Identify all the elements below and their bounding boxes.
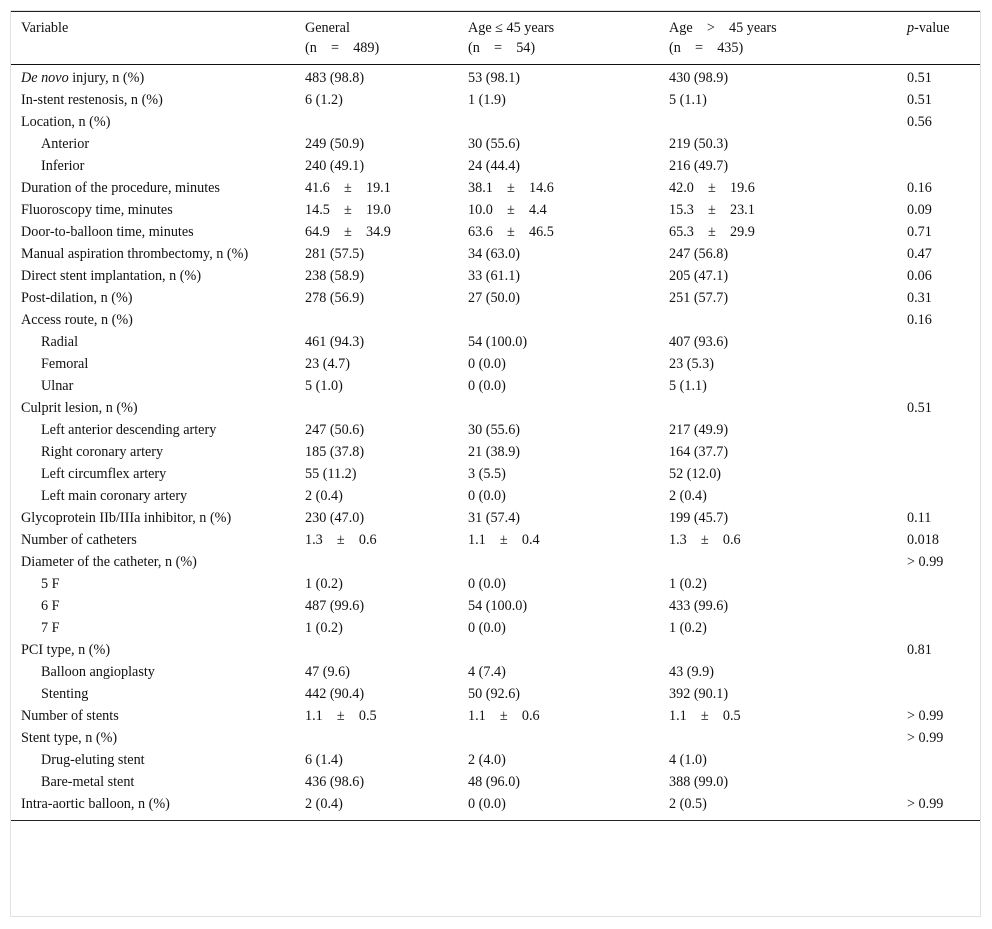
table-row <box>11 133 980 155</box>
header-variable: Variable <box>21 20 69 36</box>
cell-age-young: 63.6 ± 46.5 <box>468 224 554 240</box>
row-label: Fluoroscopy time, minutes <box>21 202 173 218</box>
cell-general: 240 (49.1) <box>305 158 365 174</box>
table-body <box>11 65 980 821</box>
cell-age-old <box>659 639 897 661</box>
cell-age-young: 30 (55.6) <box>468 136 521 152</box>
cell-p-value <box>897 441 980 463</box>
cell-general: 55 (11.2) <box>305 466 357 482</box>
row-label: 6 F <box>41 598 60 614</box>
cell-age-old: 1 (0.2) <box>669 576 707 592</box>
row-label: Left main coronary artery <box>41 488 188 504</box>
cell-p-value: 0.018 <box>907 532 939 548</box>
cell-age-old: 388 (99.0) <box>669 774 729 790</box>
cell-general: 487 (99.6) <box>305 598 365 614</box>
table-row <box>11 485 980 507</box>
cell-age-old: 2 (0.5) <box>669 796 707 812</box>
cell-p-value <box>897 331 980 353</box>
cell-age-young: 54 (100.0) <box>468 598 528 614</box>
cell-age-young <box>458 397 659 419</box>
cell-age-old: 392 (90.1) <box>669 686 729 702</box>
cell-age-young <box>458 551 659 573</box>
table-row <box>11 353 980 375</box>
cell-general <box>295 551 458 573</box>
cell-age-young: 48 (96.0) <box>468 774 521 790</box>
cell-age-young: 3 (5.5) <box>468 466 506 482</box>
cell-general: 461 (94.3) <box>305 334 365 350</box>
cell-p-value <box>897 155 980 177</box>
cell-p-value: > 0.99 <box>907 730 944 746</box>
row-label: Culprit lesion, n (%) <box>21 400 138 416</box>
table-row <box>11 595 980 617</box>
cell-age-old: 5 (1.1) <box>669 92 707 108</box>
cell-age-young: 0 (0.0) <box>468 488 506 504</box>
header-general: General (n = 489) <box>305 20 380 56</box>
row-label: Stenting <box>41 686 89 702</box>
table-row <box>11 111 980 133</box>
cell-age-young: 21 (38.9) <box>468 444 521 460</box>
table-row <box>11 463 980 485</box>
row-label: Left circumflex artery <box>41 466 167 482</box>
row-label: Stent type, n (%) <box>21 730 118 746</box>
table-row <box>11 639 980 661</box>
cell-general: 249 (50.9) <box>305 136 365 152</box>
cell-age-young <box>458 309 659 331</box>
cell-general <box>295 727 458 749</box>
cell-age-young: 33 (61.1) <box>468 268 521 284</box>
cell-general: 41.6 ± 19.1 <box>305 180 391 196</box>
cell-age-old <box>659 397 897 419</box>
cell-age-old: 433 (99.6) <box>669 598 729 614</box>
cell-age-young: 4 (7.4) <box>468 664 506 680</box>
row-label: Right coronary artery <box>41 444 164 460</box>
table-row <box>11 375 980 397</box>
cell-p-value: 0.16 <box>907 312 932 328</box>
table-row <box>11 265 980 287</box>
cell-general: 278 (56.9) <box>305 290 365 306</box>
cell-p-value: > 0.99 <box>907 796 944 812</box>
row-label: Number of stents <box>21 708 119 724</box>
cell-age-young: 0 (0.0) <box>468 356 506 372</box>
cell-general: 281 (57.5) <box>305 246 365 262</box>
cell-p-value <box>897 463 980 485</box>
cell-age-old: 430 (98.9) <box>669 70 729 86</box>
cell-age-old: 65.3 ± 29.9 <box>669 224 755 240</box>
table-header <box>11 12 980 65</box>
cell-age-old <box>659 309 897 331</box>
cell-p-value <box>897 771 980 793</box>
row-label: Post-dilation, n (%) <box>21 290 133 306</box>
row-label: Balloon angioplasty <box>41 664 155 680</box>
cell-p-value: 0.51 <box>907 70 932 86</box>
table-row <box>11 661 980 683</box>
cell-general: 64.9 ± 34.9 <box>305 224 391 240</box>
row-label: Inferior <box>41 158 85 174</box>
table-row <box>11 617 980 639</box>
table-row <box>11 683 980 705</box>
cell-general: 1 (0.2) <box>305 620 343 636</box>
cell-age-old: 199 (45.7) <box>669 510 729 526</box>
cell-p-value: > 0.99 <box>907 554 944 570</box>
cell-general <box>295 111 458 133</box>
cell-p-value: 0.09 <box>907 202 932 218</box>
cell-age-young: 1.1 ± 0.6 <box>468 708 540 724</box>
row-label: Direct stent implantation, n (%) <box>21 268 202 284</box>
cell-p-value <box>897 353 980 375</box>
cell-age-old: 2 (0.4) <box>669 488 707 504</box>
cell-age-old: 42.0 ± 19.6 <box>669 180 755 196</box>
row-label: Radial <box>41 334 79 350</box>
cell-general <box>295 309 458 331</box>
cell-age-young: 27 (50.0) <box>468 290 521 306</box>
cell-general: 47 (9.6) <box>305 664 350 680</box>
row-label: Duration of the procedure, minutes <box>21 180 220 196</box>
cell-age-old: 251 (57.7) <box>669 290 729 306</box>
cell-general <box>295 639 458 661</box>
row-label: Femoral <box>41 356 89 372</box>
cell-p-value <box>897 617 980 639</box>
cell-general: 2 (0.4) <box>305 488 343 504</box>
cell-age-old: 43 (9.9) <box>669 664 714 680</box>
row-label: De novo injury, n (%) <box>21 70 145 86</box>
row-label: Drug-eluting stent <box>41 752 145 768</box>
cell-p-value <box>897 419 980 441</box>
cell-age-old: 1.3 ± 0.6 <box>669 532 741 548</box>
cell-general: 1.1 ± 0.5 <box>305 708 377 724</box>
cell-p-value <box>897 595 980 617</box>
header-age-old: Age > 45 years (n = 435) <box>669 20 777 56</box>
row-label: PCI type, n (%) <box>21 642 111 658</box>
table-row <box>11 155 980 177</box>
cell-p-value: 0.06 <box>907 268 932 284</box>
row-label: 7 F <box>41 620 60 636</box>
cell-general: 14.5 ± 19.0 <box>305 202 391 218</box>
row-label: Access route, n (%) <box>21 312 133 328</box>
cell-age-old: 205 (47.1) <box>669 268 729 284</box>
cell-general: 238 (58.9) <box>305 268 365 284</box>
cell-age-young: 1.1 ± 0.4 <box>468 532 540 548</box>
cell-general: 6 (1.2) <box>305 92 343 108</box>
table-row <box>11 507 980 529</box>
cell-p-value <box>897 485 980 507</box>
cell-p-value: 0.71 <box>907 224 932 240</box>
cell-age-young: 53 (98.1) <box>468 70 521 86</box>
row-label: Intra-aortic balloon, n (%) <box>21 796 170 812</box>
row-label: Number of catheters <box>21 532 137 548</box>
table-row <box>11 89 980 111</box>
table-row <box>11 793 980 821</box>
cell-general: 1.3 ± 0.6 <box>305 532 377 548</box>
cell-age-young: 50 (92.6) <box>468 686 521 702</box>
cell-age-old <box>659 727 897 749</box>
table-row <box>11 221 980 243</box>
cell-age-young: 38.1 ± 14.6 <box>468 180 554 196</box>
row-label: Manual aspiration thrombectomy, n (%) <box>21 246 249 262</box>
cell-age-young: 54 (100.0) <box>468 334 528 350</box>
cell-p-value: 0.51 <box>907 400 932 416</box>
row-label: Bare-metal stent <box>41 774 135 790</box>
cell-age-young: 1 (1.9) <box>468 92 506 108</box>
table-row <box>11 727 980 749</box>
cell-p-value: > 0.99 <box>907 708 944 724</box>
cell-general: 185 (37.8) <box>305 444 365 460</box>
cell-age-old: 1.1 ± 0.5 <box>669 708 741 724</box>
table-row <box>11 749 980 771</box>
cell-p-value: 0.51 <box>907 92 932 108</box>
row-label: In-stent restenosis, n (%) <box>21 92 163 108</box>
cell-general: 247 (50.6) <box>305 422 365 438</box>
table-row <box>11 177 980 199</box>
cell-age-old: 217 (49.9) <box>669 422 729 438</box>
cell-p-value <box>897 661 980 683</box>
cell-age-old: 23 (5.3) <box>669 356 714 372</box>
cell-p-value <box>897 683 980 705</box>
cell-age-old: 216 (49.7) <box>669 158 729 174</box>
row-label: 5 F <box>41 576 60 592</box>
cell-age-young: 10.0 ± 4.4 <box>468 202 547 218</box>
cell-p-value: 0.16 <box>907 180 932 196</box>
cell-age-old: 4 (1.0) <box>669 752 707 768</box>
cell-general: 442 (90.4) <box>305 686 365 702</box>
row-label: Glycoprotein IIb/IIIa inhibitor, n (%) <box>21 510 232 526</box>
cell-general: 5 (1.0) <box>305 378 343 394</box>
header-p-value: p-value <box>907 20 950 36</box>
row-label: Left anterior descending artery <box>41 422 217 438</box>
table-row <box>11 771 980 793</box>
cell-p-value: 0.56 <box>907 114 932 130</box>
table-row <box>11 441 980 463</box>
cell-age-young <box>458 727 659 749</box>
cell-p-value: 0.11 <box>907 510 932 526</box>
row-label: Ulnar <box>41 378 74 394</box>
row-label: Door-to-balloon time, minutes <box>21 224 194 240</box>
row-label: Diameter of the catheter, n (%) <box>21 554 197 570</box>
cell-age-young: 24 (44.4) <box>468 158 521 174</box>
cell-general: 483 (98.8) <box>305 70 365 86</box>
cell-age-old: 219 (50.3) <box>669 136 729 152</box>
cell-age-old: 164 (37.7) <box>669 444 729 460</box>
cell-p-value <box>897 749 980 771</box>
cell-age-young: 0 (0.0) <box>468 378 506 394</box>
cell-p-value: 0.47 <box>907 246 932 262</box>
cell-age-old: 1 (0.2) <box>669 620 707 636</box>
cell-age-young: 0 (0.0) <box>468 620 506 636</box>
table-row <box>11 397 980 419</box>
cell-age-old: 407 (93.6) <box>669 334 729 350</box>
table-row <box>11 551 980 573</box>
table-row <box>11 529 980 551</box>
header-age-young: Age ≤ 45 years (n = 54) <box>468 20 555 56</box>
row-label: Location, n (%) <box>21 114 111 130</box>
cell-general: 436 (98.6) <box>305 774 365 790</box>
row-label: Anterior <box>41 136 90 152</box>
data-table <box>11 11 980 821</box>
cell-age-old <box>659 111 897 133</box>
table-row <box>11 419 980 441</box>
cell-general: 23 (4.7) <box>305 356 350 372</box>
cell-p-value <box>897 573 980 595</box>
cell-p-value <box>897 375 980 397</box>
cell-age-old: 52 (12.0) <box>669 466 722 482</box>
cell-age-old: 247 (56.8) <box>669 246 729 262</box>
cell-general: 6 (1.4) <box>305 752 343 768</box>
cell-age-young: 0 (0.0) <box>468 796 506 812</box>
cell-p-value: 0.31 <box>907 290 932 306</box>
table-row <box>11 331 980 353</box>
table-row <box>11 243 980 265</box>
cell-age-young: 31 (57.4) <box>468 510 521 526</box>
header-row <box>11 12 980 65</box>
cell-age-young: 34 (63.0) <box>468 246 521 262</box>
cell-general: 2 (0.4) <box>305 796 343 812</box>
cell-p-value: 0.81 <box>907 642 932 658</box>
cell-age-young <box>458 111 659 133</box>
cell-age-old: 15.3 ± 23.1 <box>669 202 755 218</box>
table-row <box>11 65 980 90</box>
cell-p-value <box>897 133 980 155</box>
cell-general: 230 (47.0) <box>305 510 365 526</box>
cell-age-young <box>458 639 659 661</box>
cell-age-old: 5 (1.1) <box>669 378 707 394</box>
cell-age-old <box>659 551 897 573</box>
cell-general: 1 (0.2) <box>305 576 343 592</box>
cell-age-young: 0 (0.0) <box>468 576 506 592</box>
cell-general <box>295 397 458 419</box>
table-row <box>11 309 980 331</box>
table-row <box>11 199 980 221</box>
table-row <box>11 287 980 309</box>
cell-age-young: 2 (4.0) <box>468 752 506 768</box>
cell-age-young: 30 (55.6) <box>468 422 521 438</box>
table-row <box>11 705 980 727</box>
table-row <box>11 573 980 595</box>
